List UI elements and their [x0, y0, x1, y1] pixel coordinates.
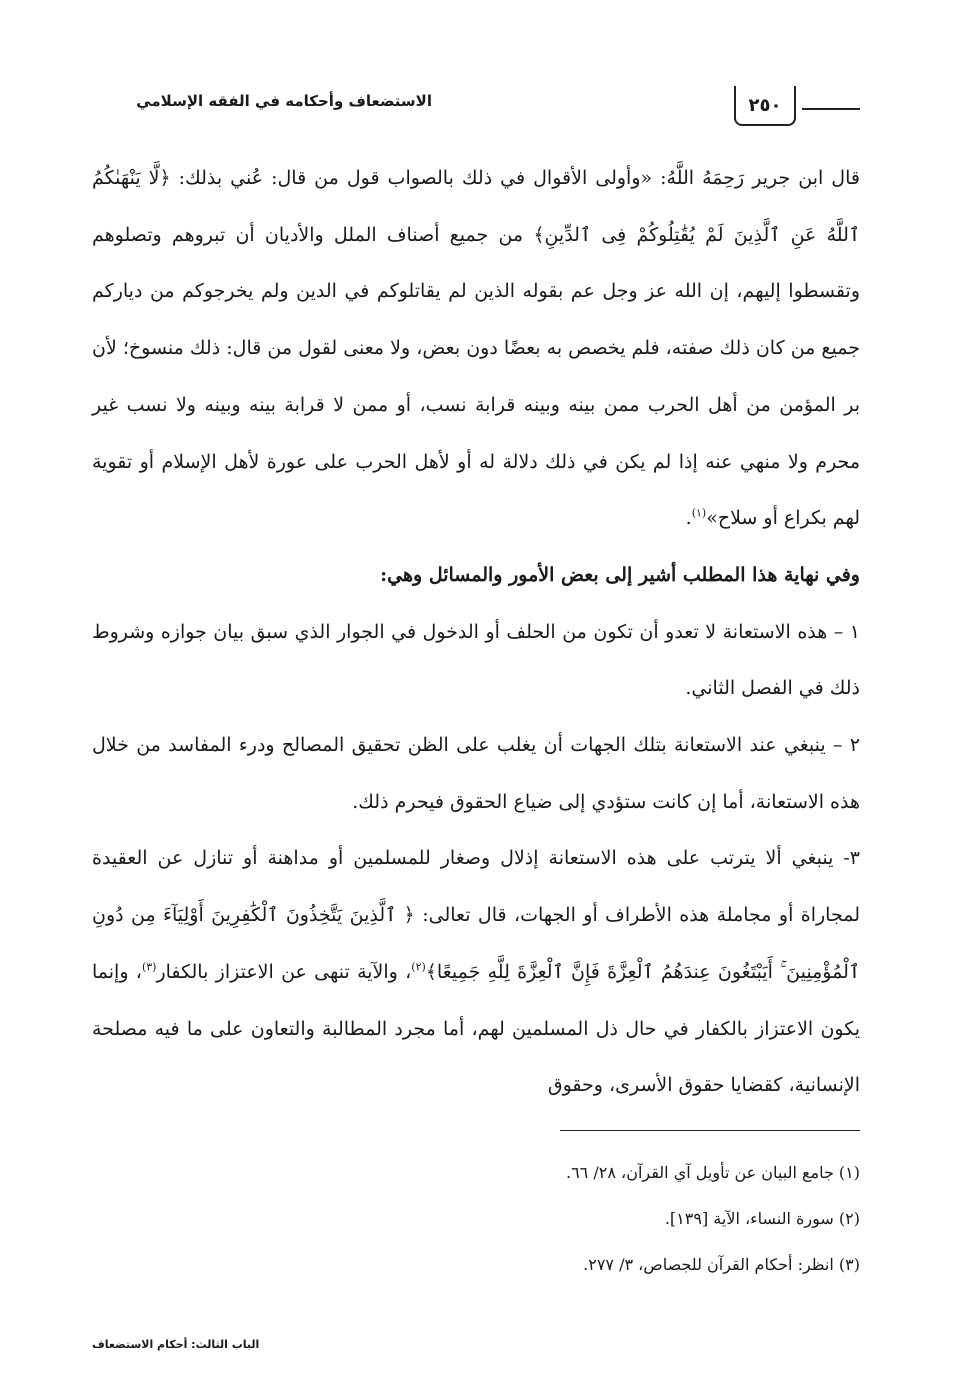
footnote-separator [560, 1130, 860, 1131]
footnote: (١) جامع البيان عن تأويل آي القرآن، ٢٨/ ٦٦. [565, 1163, 860, 1182]
quran-verse: ﴿ ٱلَّذِينَ يَتَّخِذُونَ ٱلْكَٰفِرِينَ أَوْلِيَآءَ مِن دُونِ ٱلْمُؤْمِنِينَ ۚ أَيَبْتَغُونَ عِندَهُمُ ٱلْعِزَّةَ فَإِنَّ ٱلْعِزَّةَ لِلَّهِ جَمِيعًا﴾ [92, 904, 860, 983]
quran-verse: ﴿لَّا يَنْهَىٰكُمُ ٱللَّهُ عَنِ ٱلَّذِينَ لَمْ يُقَٰتِلُوكُمْ فِى ٱلدِّينِ﴾ [92, 167, 860, 246]
footnote: (٢) سورة النساء، الآية [١٣٩]. [664, 1209, 860, 1228]
list-item: ٢ – ينبغي عند الاستعانة بتلك الجهات أن يغلب على الظن تحقيق المصالح ودرء المفاسد من خلال هذه الاستعانة، أما إن كانت ستؤدي إلى ضياع الحقوق فيحرم ذلك. [92, 734, 860, 813]
page-footer: الباب الثالث: أحكام الاستضعاف [92, 1338, 260, 1351]
list-item: ١ – هذه الاستعانة لا تعدو أن تكون من الحلف أو الدخول في الجوار الذي سبق بيان جوازه وشروط ذلك في الفصل الثاني. [92, 620, 860, 700]
footnote: (٣) انظر: أحكام القرآن للجصاص، ٣/ ٢٧٧. [583, 1255, 860, 1274]
paragraph-end: . [685, 507, 692, 530]
footnote-ref: (٣) [141, 960, 157, 974]
header-title: الاستضعاف وأحكامه في الفقه الإسلامي [92, 92, 432, 110]
footnotes [92, 1150, 860, 1288]
header-rule-right [802, 108, 860, 110]
paragraph-text: ٣- ينبغي ألا يترتب على هذه الاستعانة إذلال وصغار للمسلمين أو مداهنة أو تنازل عن العقيدة لمجاراة أو مجاملة هذه الأطراف أو الجهات، قال تعالى: [92, 847, 860, 927]
paragraph-text: قال ابن جرير رَحِمَهُ اللَّهُ: «وأولى الأقوال في ذلك بالصواب قول من قال: عُني بذلك: [170, 167, 860, 189]
main-text [92, 150, 860, 1114]
paragraph-text: من جميع أصناف الملل والأديان أن تبروهم وتصلوهم وتقسطوا إليهم، إن الله عز وجل عم بقوله الذين لم يقاتلوكم في الدين ولم يخرجوكم من دياركم جميع من كان ذلك صفته، فلم يخصص به بعضًا دون بعض، ولا معنى لقول من قال: ذلك منسوخ؛ لأن بر المؤمن من أهل الحرب ممن بينه وبينه قرابة نسب، أو ممن لا قرابة بينه وبينه ولا نسب غير محرم ولا منهي عنه إذا لم يكن في ذلك دلالة له أو لأهل الحرب على عورة لأهل الإسلام أو تقوية لهم بكراع أو سلاح» [92, 223, 860, 530]
list-item [92, 830, 860, 1114]
paragraph-text: ، والآية تنهى عن الاعتزاز بالكفار [156, 960, 412, 983]
running-header [92, 82, 860, 128]
paragraph-text: ، وإنما يكون الاعتزاز بالكفار في حال ذل المسلمين لهم، أما مجرد المطالبة والتعاون على ما فيه مصلحة الإنسانية، كقضايا حقوق الأسرى، وحقوق [92, 960, 860, 1097]
section-heading: وفي نهاية هذا المطلب أشير إلى بعض الأمور والمسائل وهي: [380, 563, 860, 586]
footnote-ref: (١) [691, 506, 707, 520]
footnote-ref: (٢) [411, 960, 426, 974]
page-number: ٢٥٠ [734, 86, 796, 126]
paragraph-quote [92, 150, 860, 547]
